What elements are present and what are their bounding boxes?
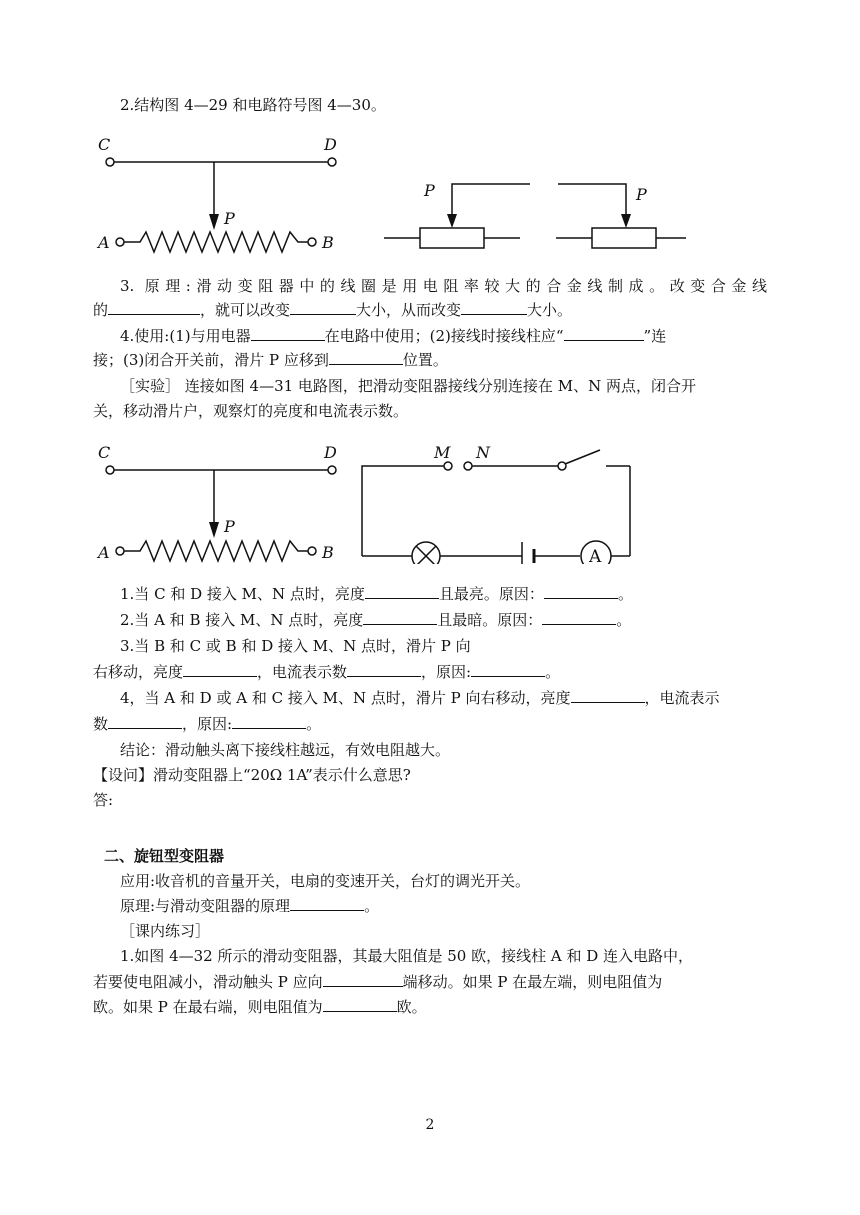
principle-line2: 的 ，就可以改变 大小，从而改变 大小。 [93, 301, 573, 319]
symbol1-resistor [420, 228, 484, 248]
case-3-line1: 3.当 B 和 C 或 B 和 D 接入 M、N 点时，滑片 P 向 [120, 637, 471, 655]
structure-heading: 2.结构图 4—29 和电路符号图 4—30。 [120, 96, 386, 114]
experiment-line2: 关，移动滑片户，观察灯的亮度和电流表示数。 [93, 402, 409, 420]
blank [232, 713, 306, 729]
point-n [464, 462, 472, 470]
label-m: M [434, 443, 451, 462]
figure-4-31-circuit [356, 440, 646, 564]
label-d: D [324, 443, 337, 462]
blank [542, 609, 616, 625]
blank [363, 609, 437, 625]
exercise-1-line1: 1.如图 4—32 所示的滑动变阻器，其最大阻值是 50 欧，接线柱 A 和 D 连入电路中， [120, 947, 694, 965]
symbol2-resistor [592, 228, 656, 248]
blank [108, 299, 200, 315]
lamp [412, 542, 440, 564]
experiment-line1: ［实验］ 连接如图 4—31 电路图，把滑动变阻器接线分别连接在 M、N 两点，闭合开 [120, 377, 696, 395]
exercise-heading: ［课内练习］ [120, 922, 211, 940]
principle-line1: 3. 原理:滑动变阻器中的线圈是用电阻率较大的合金线制成。改变合金线 [120, 277, 767, 295]
figure-4-29-rheostat [96, 134, 356, 254]
case-1: 1.当 C 和 D 接入 M、N 点时，亮度 且最亮。原因： 。 [120, 585, 633, 603]
blank [290, 299, 356, 315]
terminal-b [308, 238, 316, 246]
blank [323, 971, 403, 987]
label-n: N [476, 443, 490, 462]
resistance-coil [124, 541, 308, 561]
terminal-d [328, 158, 336, 166]
blank [329, 349, 403, 365]
section-2-heading: 二、旋钮型变阻器 [104, 847, 225, 865]
conclusion: 结论：滑动触头离下接线柱越远，有效电阻越大。 [120, 741, 451, 759]
terminal-b [308, 547, 316, 555]
terminal-c [106, 466, 114, 474]
application: 应用:收音机的音量开关，电扇的变速开关，台灯的调光开关。 [120, 872, 531, 890]
case-3-line2: 右移动，亮度 ，电流表示数 ，原因: 。 [93, 663, 561, 681]
blank [564, 325, 644, 341]
label-p: P [224, 517, 235, 536]
blank [183, 661, 257, 677]
blank [365, 583, 439, 599]
ammeter-label: A [589, 547, 602, 564]
answer: 答: [93, 791, 114, 809]
figure-4-30-symbols [380, 170, 690, 260]
usage-line1: 4.使用:(1)与用电器 在电路中使用；(2)接线时接线柱应“ ”连 [120, 327, 667, 345]
label-c: C [98, 135, 111, 154]
terminal-a [116, 547, 124, 555]
symbol2-label-p: P [636, 185, 647, 204]
terminal-c [106, 158, 114, 166]
blank [108, 713, 182, 729]
label-p: P [224, 209, 235, 228]
point-m [444, 462, 452, 470]
blank [347, 661, 421, 677]
blank [471, 661, 545, 677]
blank [461, 299, 527, 315]
terminal-d [328, 466, 336, 474]
principle-2: 原理:与滑动变阻器的原理 。 [120, 897, 380, 915]
label-a: A [98, 543, 110, 562]
switch-pivot [558, 462, 566, 470]
blank [251, 325, 325, 341]
figure-4-31-rheostat [96, 440, 356, 564]
symbol1-label-p: P [424, 181, 435, 200]
exercise-1-line3: 欧。如果 P 在最右端，则电阻值为 欧。 [93, 998, 427, 1016]
label-a: A [98, 233, 110, 252]
label-b: B [322, 543, 334, 562]
case-4-line1: 4，当 A 和 D 或 A 和 C 接入 M、N 点时，滑片 P 向右移动，亮度 ，电流表示 [120, 689, 720, 707]
question: 【设问】滑动变阻器上“20Ω 1A”表示什么意思? [93, 766, 411, 784]
label-c: C [98, 443, 111, 462]
page-number: 2 [425, 1117, 435, 1133]
terminal-a [116, 238, 124, 246]
blank [571, 687, 645, 703]
blank [544, 583, 618, 599]
blank [290, 895, 364, 911]
switch-blade [565, 450, 600, 464]
label-d: D [324, 135, 337, 154]
blank [323, 996, 397, 1012]
label-b: B [322, 233, 334, 252]
case-2: 2.当 A 和 B 接入 M、N 点时，亮度 且最暗。原因： 。 [120, 611, 632, 629]
resistance-coil [124, 232, 308, 252]
exercise-1-line2: 若要使电阻减小，滑动触头 P 应向 端移动。如果 P 在最左端，则电阻值为 [93, 973, 663, 991]
usage-line2: 接；(3)闭合开关前，滑片 P 应移到 位置。 [93, 351, 448, 369]
case-4-line2: 数 ，原因: 。 [93, 715, 322, 733]
